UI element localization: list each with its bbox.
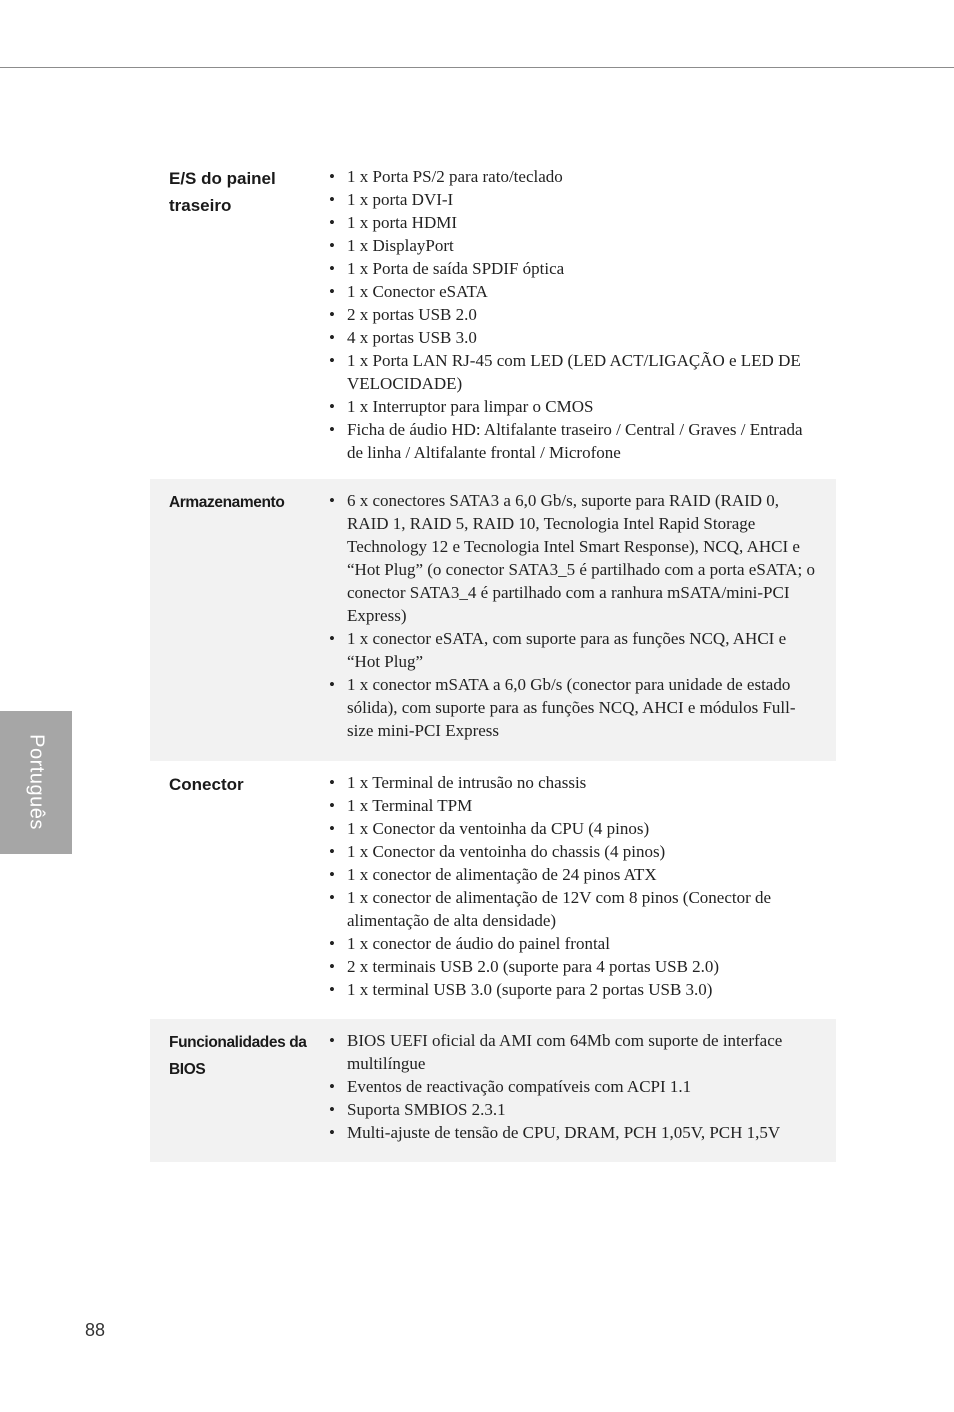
spec-item: • 4 x portas USB 3.0 <box>327 326 817 349</box>
spec-label: Armazenamento <box>169 494 285 511</box>
spec-list <box>327 771 817 1005</box>
spec-item: • Eventos de reactivação compatíveis com ACPI 1.1 <box>327 1075 817 1098</box>
spec-item: • 1 x porta DVI-I <box>327 188 817 211</box>
spec-item: • 1 x conector de alimentação de 12V com 8 pinos (Conector de alimentação de alta densidade) <box>327 886 817 932</box>
spec-item: • 1 x Porta PS/2 para rato/teclado <box>327 165 817 188</box>
spec-item: • 2 x portas USB 2.0 <box>327 303 817 326</box>
spec-item: • 1 x DisplayPort <box>327 234 817 257</box>
spec-list <box>327 489 817 747</box>
spec-item: • 1 x porta HDMI <box>327 211 817 234</box>
spec-table <box>150 155 836 1162</box>
spec-list <box>327 165 817 465</box>
spec-item: • 1 x Porta de saída SPDIF óptica <box>327 257 817 280</box>
page-number: 88 <box>85 1320 106 1340</box>
spec-item: • 1 x Interruptor para limpar o CMOS <box>327 395 817 418</box>
spec-label: Conector <box>169 775 244 794</box>
spec-item: • 1 x conector de alimentação de 24 pinos ATX <box>327 863 817 886</box>
spec-row-storage <box>150 479 836 761</box>
spec-label: E/S do painel traseiro <box>169 169 276 215</box>
spec-row-rear-panel-io <box>150 155 836 479</box>
spec-item: • 1 x Porta LAN RJ-45 com LED (LED ACT/LIGAÇÃO e LED DE VELOCIDADE) <box>327 349 817 395</box>
spec-item: • Ficha de áudio HD: Altifalante traseiro / Central / Graves / Entrada de linha / Altifalante frontal / Microfone <box>327 418 817 464</box>
language-side-tab <box>0 711 72 854</box>
spec-item: • 1 x terminal USB 3.0 (suporte para 2 portas USB 3.0) <box>327 978 817 1001</box>
header-rule <box>0 67 954 68</box>
spec-item: • 1 x Terminal de intrusão no chassis <box>327 771 817 794</box>
spec-item: • 1 x conector eSATA, com suporte para as funções NCQ, AHCI e “Hot Plug” <box>327 627 817 673</box>
spec-item: • 1 x Conector eSATA <box>327 280 817 303</box>
language-tab-label: Português <box>25 734 48 830</box>
spec-row-bios-features <box>150 1019 836 1162</box>
spec-item: • 1 x conector mSATA a 6,0 Gb/s (conector para unidade de estado sólida), com suporte para as funções NCQ, AHCI e módulos Full-size mini-PCI Express <box>327 673 817 742</box>
spec-item: • Multi-ajuste de tensão de CPU, DRAM, PCH 1,05V, PCH 1,5V <box>327 1121 817 1144</box>
spec-item: • Suporta SMBIOS 2.3.1 <box>327 1098 817 1121</box>
spec-row-connector <box>150 761 836 1019</box>
spec-item: • 1 x Terminal TPM <box>327 794 817 817</box>
spec-item: • BIOS UEFI oficial da AMI com 64Mb com suporte de interface multilíngue <box>327 1029 817 1075</box>
spec-item: • 1 x Conector da ventoinha do chassis (4 pinos) <box>327 840 817 863</box>
spec-label: Funcionalidades da BIOS <box>169 1034 307 1078</box>
spec-item: • 1 x conector de áudio do painel frontal <box>327 932 817 955</box>
spec-item: • 1 x Conector da ventoinha da CPU (4 pinos) <box>327 817 817 840</box>
spec-item: • 2 x terminais USB 2.0 (suporte para 4 portas USB 2.0) <box>327 955 817 978</box>
spec-list <box>327 1029 817 1148</box>
spec-item: • 6 x conectores SATA3 a 6,0 Gb/s, suporte para RAID (RAID 0, RAID 1, RAID 5, RAID 10, Tecnologia Intel Rapid Storage Technology 12 e Tecnologia Intel Smart Response), NCQ, AHCI e “Hot Plug” (o conector SATA3_5 é partilhado com a porta eSATA; o conector SATA3_4 é partilhado com a ranhura mSATA/mini-PCI Express) <box>327 489 817 627</box>
